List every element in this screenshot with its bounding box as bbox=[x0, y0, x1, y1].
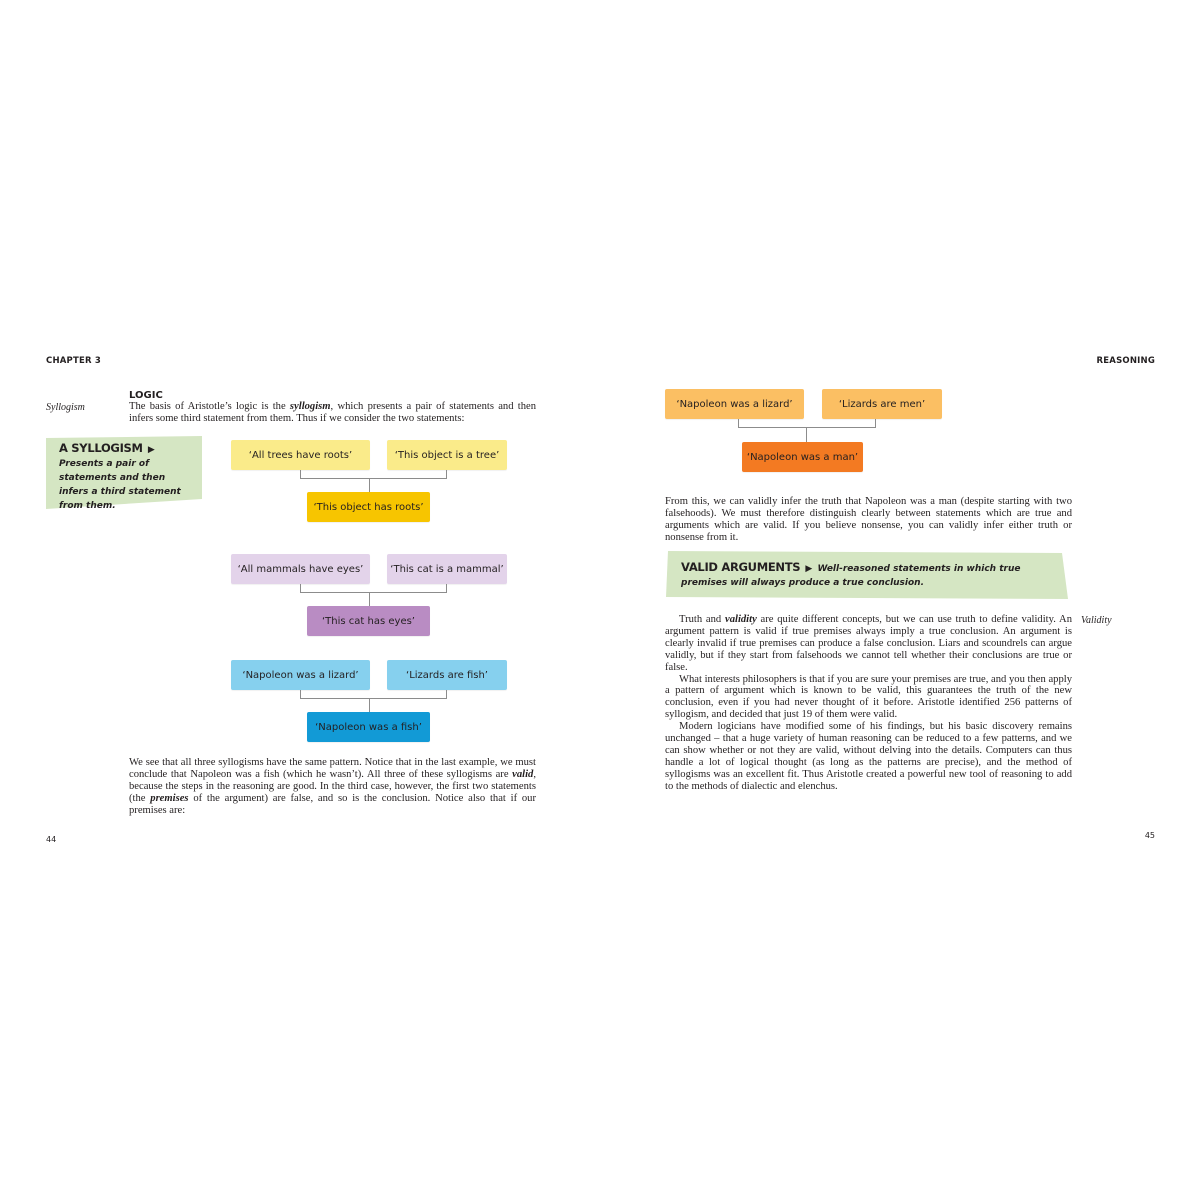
definition-valid-arguments bbox=[681, 560, 1063, 590]
premise-2-lizards-men: ‘Lizards are men’ bbox=[822, 389, 942, 419]
premise-2-cat: ‘This cat is a mammal’ bbox=[387, 554, 507, 584]
connector bbox=[806, 427, 807, 442]
intro-term-syllogism: syllogism bbox=[289, 401, 331, 412]
definition-arrow-icon: ▶ bbox=[147, 445, 155, 455]
connector bbox=[369, 698, 370, 712]
section-title: LOGIC bbox=[129, 390, 163, 401]
intro-text-1: The basis of Aristotle’s logic is the bbox=[129, 401, 290, 412]
definition-arrow-icon: ▶ bbox=[805, 564, 813, 574]
definition-text-valid: Well-reasoned statements in which true premises will always produce a true conclusion. bbox=[681, 564, 1021, 588]
closing-text-1: We see that all three syllogisms have the same pattern. Notice that in the last example, we must conclude that Napoleon was a fish (which he wasn’t). All three of these syllogisms are bbox=[129, 757, 536, 780]
paragraph-philosophers: What interests philosophers is that if you are sure your premises are true, and you then apply a pattern of argument which is known to be valid, this guarantees the truth of the new conclusion, even if you had never thought of it before. Aristotle identified 256 patterns of syllogism, and decided that just 19 of them were valid. bbox=[665, 673, 1072, 721]
margin-note-validity: Validity bbox=[1081, 615, 1112, 626]
connector bbox=[300, 592, 447, 593]
connector bbox=[369, 592, 370, 606]
page-number-right: 45 bbox=[1144, 831, 1155, 840]
paragraph-modern-logicians: Modern logicians have modified some of his findings, but his basic discovery remains unchanged – that a huge variety of human reasoning can be reduced to a few patterns, and we can show whether or not they are valid, without delving into the details. Computers can thus handle a lot of logical thought (as long as the patterns are precise), and the method of syllogisms was an excellent fit. Thus Aristotle created a powerful new tool of reasoning to add to the methods of dialectic and elenchus. bbox=[665, 721, 1072, 792]
intro-paragraph bbox=[129, 401, 536, 425]
definition-text-syllogism: Presents a pair of statements and then infers a third statement from them. bbox=[59, 459, 181, 511]
definition-term-syllogism: A SYLLOGISM bbox=[59, 441, 143, 455]
running-head-left: CHAPTER 3 bbox=[46, 356, 101, 366]
conclusion-eyes: ‘This cat has eyes’ bbox=[307, 606, 430, 636]
definition-syllogism bbox=[59, 441, 197, 513]
conclusion-roots: ‘This object has roots’ bbox=[307, 492, 430, 522]
closing-term-valid: valid bbox=[512, 768, 534, 780]
running-head-right: REASONING bbox=[1096, 356, 1155, 366]
margin-note-syllogism: Syllogism bbox=[46, 402, 85, 413]
premise-1-trees: ‘All trees have roots’ bbox=[231, 440, 370, 470]
definition-term-valid: VALID ARGUMENTS bbox=[681, 560, 801, 574]
page-number-left: 44 bbox=[46, 835, 57, 844]
connector bbox=[300, 478, 447, 479]
closing-term-premises: premises bbox=[150, 792, 189, 804]
premise-2-lizards-fish: ‘Lizards are fish’ bbox=[387, 660, 507, 690]
conclusion-napoleon-man: ‘Napoleon was a man’ bbox=[742, 442, 863, 472]
validity-text-2: are quite different concepts, but we can use truth to define validity. An argument pattern is valid if true premises always imply a true conclusion. An argument is clearly invalid if true premises can produce a false conclusion. Liars and scoundrels can argue validly, but if they start from falsehoods we cannot tell whether their conclusions are true or false. bbox=[665, 614, 1072, 673]
closing-paragraph bbox=[129, 757, 536, 817]
premise-2-tree: ‘This object is a tree’ bbox=[387, 440, 507, 470]
validity-text-1: Truth and bbox=[679, 614, 725, 625]
conclusion-napoleon-fish: ‘Napoleon was a fish’ bbox=[307, 712, 430, 742]
premise-1-napoleon-lizard: ‘Napoleon was a lizard’ bbox=[231, 660, 370, 690]
premise-1-mammals: ‘All mammals have eyes’ bbox=[231, 554, 370, 584]
intro-text-2: , which presents a pair of statements and then infers some third statement from them. Thus if we consider the two statements: bbox=[129, 401, 536, 424]
paragraphs-validity bbox=[665, 614, 1072, 793]
paragraph-infer: From this, we can validly infer the truth that Napoleon was a man (despite starting with two falsehoods). We must therefore distinguish clearly between statements which are true and arguments which are valid. If you believe nonsense, you can validly infer either truth or nonsense from it. bbox=[665, 496, 1072, 543]
validity-term: validity bbox=[725, 614, 757, 625]
paragraph-validity bbox=[665, 614, 1072, 674]
closing-text-2: , because the steps in the reasoning are good. In the third case, however, the first two statements (the bbox=[129, 768, 536, 804]
closing-text-3: of the argument) are false, and so is the conclusion. Notice also that if our premises are: bbox=[129, 792, 537, 816]
connector bbox=[300, 698, 447, 699]
connector bbox=[738, 427, 876, 428]
premise-1-napoleon-lizard-right: ‘Napoleon was a lizard’ bbox=[665, 389, 804, 419]
connector bbox=[369, 478, 370, 492]
